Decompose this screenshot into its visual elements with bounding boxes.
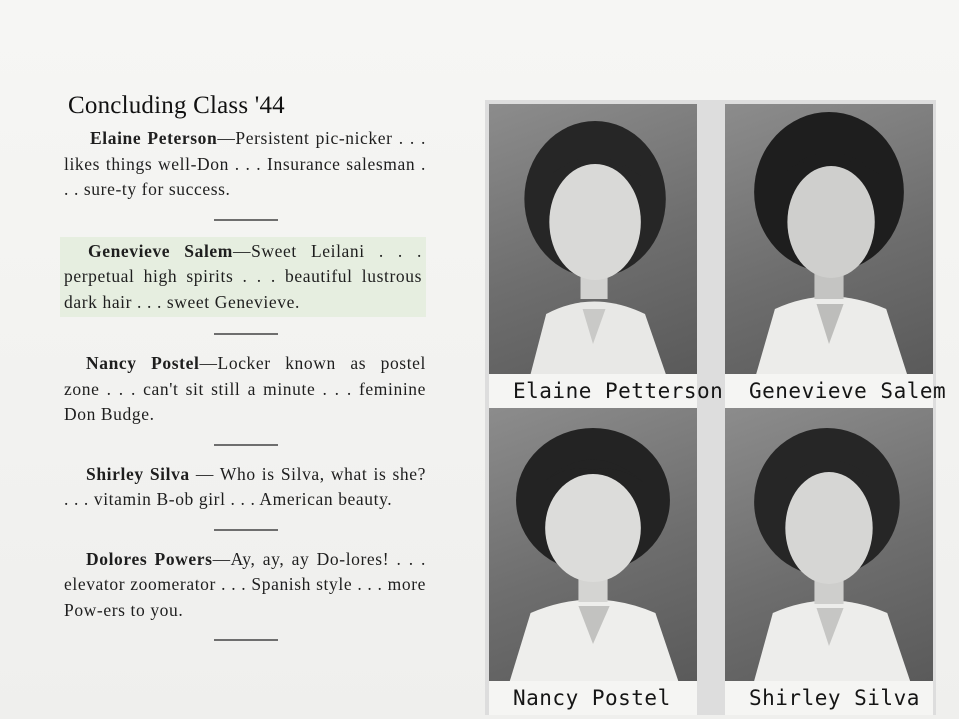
portrait-photo <box>725 408 933 681</box>
entry-text: —Persistent pic-nicker . . . likes things well-Don . . . Insurance salesman . . . sure-ty for success. <box>64 128 426 199</box>
photo-card-shirley <box>725 408 933 715</box>
divider <box>214 639 278 641</box>
photo-panel <box>485 100 947 715</box>
entry-genevieve-salem <box>60 237 426 318</box>
entry-name: Nancy Postel <box>86 353 200 373</box>
photo-caption: Elaine Petterson <box>489 374 697 408</box>
portrait-photo <box>725 104 933 374</box>
entry-nancy-postel <box>64 351 426 428</box>
entry-name: Genevieve Salem <box>88 240 233 261</box>
divider <box>214 444 278 446</box>
photo-caption: Shirley Silva <box>725 681 933 715</box>
divider <box>214 219 278 221</box>
entry-text: —Ay, ay, ay Do-lores! . . . elevator zoomerator . . . Spanish style . . . more Pow-ers to you. <box>64 548 426 620</box>
text-column <box>64 92 426 657</box>
entry-name: Dolores Powers <box>86 548 213 569</box>
portrait-photo <box>489 408 697 681</box>
photo-caption: Genevieve Salem <box>725 374 933 408</box>
page-title: Concluding Class '44 <box>68 92 285 119</box>
photo-card-nancy <box>489 408 697 715</box>
photo-card-genevieve <box>725 104 947 408</box>
entry-name: Elaine Peterson <box>90 128 218 148</box>
portrait-photo <box>489 104 697 374</box>
entry-text: —Sweet Leilani . . . perpetual high spirits . . . beautiful lustrous dark hair . . . sweet Genevieve. <box>64 240 422 312</box>
divider <box>214 333 278 335</box>
entry-elaine-peterson <box>64 126 426 203</box>
photo-card-elaine <box>489 104 724 408</box>
entry-text: —Locker known as postel zone . . . can't sit still a minute . . . feminine Don Budge. <box>64 353 427 424</box>
entry-dolores-powers <box>64 547 426 624</box>
entry-name: Shirley Silva <box>86 463 190 484</box>
entry-shirley-silva <box>64 462 426 513</box>
entry-text: — Who is Silva, what is she? . . . vitamin B-ob girl . . . American beauty. <box>64 463 426 509</box>
photo-caption: Nancy Postel <box>489 681 697 715</box>
divider <box>214 529 278 531</box>
